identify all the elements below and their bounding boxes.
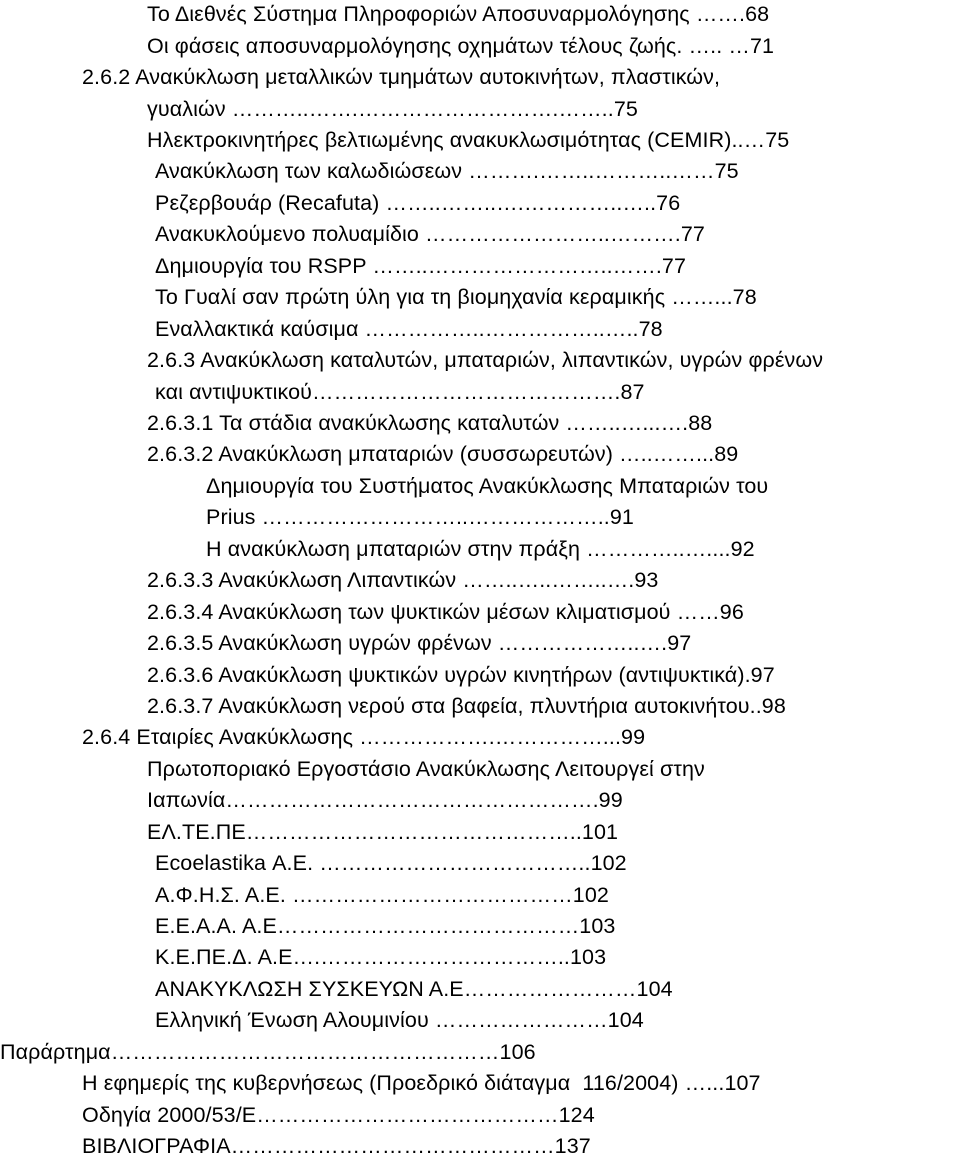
toc-line: Ρεζερβουάρ (Recafuta) ……..……..….…………..…..76 — [155, 191, 681, 215]
toc-line: 2.6.2 Ανακύκλωση μεταλλικών τμημάτων αυτοκινήτων, πλαστικών, — [82, 65, 721, 89]
toc-line: Ιαπωνία…………………………………………….99 — [147, 788, 623, 812]
toc-line: Οδηγία 2000/53/Ε……………………………………124 — [82, 1103, 595, 1127]
toc-line: Η εφημερίς της κυβερνήσεως (Προεδρικό διάταγμα 116/2004) …...107 — [82, 1071, 761, 1095]
toc-line: Ecoelastika Α.Ε. ………………………………..102 — [155, 851, 627, 875]
toc-line: Ε.Ε.Α.Α. Α.Ε……………………………………103 — [155, 914, 616, 938]
toc-line: 2.6.3.5 Ανακύκλωση υγρών φρένων ………………..….97 — [147, 631, 692, 655]
toc-line: Δημιουργία του Συστήματος Ανακύκλωσης Μπαταριών του — [206, 474, 769, 498]
toc-line: Κ.Ε.ΠΕ.Δ. Α.Ε….……………………………..103 — [155, 945, 607, 969]
toc-line: 2.6.3.3 Ανακύκλωση Λιπαντικών ……..…..……..….93 — [147, 568, 659, 592]
toc-line: Το Διεθνές Σύστημα Πληροφοριών Αποσυναρμολόγησης …….68 — [147, 2, 770, 26]
toc-line: Οι φάσεις αποσυναρμολόγησης οχημάτων τέλους ζωής. ….. …71 — [147, 34, 775, 58]
toc-line: 2.6.3 Ανακύκλωση καταλυτών, μπαταριών, λιπαντικών, υγρών φρένων — [147, 348, 824, 372]
toc-line: Ανακύκλωση των καλωδιώσεων ……….……..………..……75 — [155, 159, 739, 183]
toc-line: ΕΛ.ΤΕ.ΠΕ………………………………………..101 — [147, 820, 619, 844]
toc-line: 2.6.3.4 Ανακύκλωση των ψυκτικών μέσων κλιματισμού ……96 — [147, 600, 744, 624]
toc-line: 2.6.3.1 Τα στάδια ανακύκλωσης καταλυτών ……..…...….88 — [147, 411, 713, 435]
toc-line: γυαλιών ………..…….……………………….……..75 — [147, 97, 638, 121]
toc-line: Το Γυαλί σαν πρώτη ύλη για τη βιομηχανία κεραμικής ……...78 — [155, 285, 757, 309]
toc-line: και αντιψυκτικού…………………………………….87 — [155, 380, 645, 404]
toc-line: Ελληνική Ένωση Αλουμινίου ……………………104 — [155, 1008, 644, 1032]
toc-line: ΒΙΒΛΙΟΓΡΑΦΙΑ………………………………………137 — [82, 1134, 591, 1158]
toc-line: Η ανακύκλωση μπαταριών στην πράξη …………..…....92 — [206, 537, 755, 561]
toc-line: Ανακυκλούμενο πολυαμίδιο ……………………..……….77 — [155, 222, 705, 246]
toc-line: 2.6.3.6 Ανακύκλωση ψυκτικών υγρών κινητήρων (αντιψυκτικά).97 — [147, 663, 775, 687]
toc-line: Παράρτημα………………………………………………106 — [0, 1040, 536, 1064]
toc-line: Πρωτοποριακό Εργοστάσιο Ανακύκλωσης Λειτουργεί στην — [147, 757, 705, 781]
toc-line: ΑΝΑΚΥΚΛΩΣΗ ΣΥΣΚΕΥΩΝ Α.Ε……………………104 — [155, 977, 673, 1001]
toc-line: 2.6.3.7 Ανακύκλωση νερού στα βαφεία, πλυντήρια αυτοκινήτου..98 — [147, 694, 786, 718]
toc-line: Α.Φ.Η.Σ. Α.Ε. …………………………………102 — [155, 883, 609, 907]
toc-line: Δημιουργία του RSPP ……..……………………..…….77 — [155, 254, 687, 278]
toc-line: Ηλεκτροκινητήρες βελτιωμένης ανακυκλωσιμότητας (CEMIR)..…75 — [147, 128, 790, 152]
toc-line: 2.6.3.2 Ανακύκλωση μπαταριών (συσσωρευτών) …..……...89 — [147, 442, 739, 466]
toc-line: 2.6.4 Εταιρίες Ανακύκλωσης ……………….……………...99 — [82, 725, 646, 749]
toc-line: Prius ………………………..………………..91 — [206, 505, 634, 529]
toc-line: Εναλλακτικά καύσιμα ……………..……………..…..78 — [155, 317, 663, 341]
